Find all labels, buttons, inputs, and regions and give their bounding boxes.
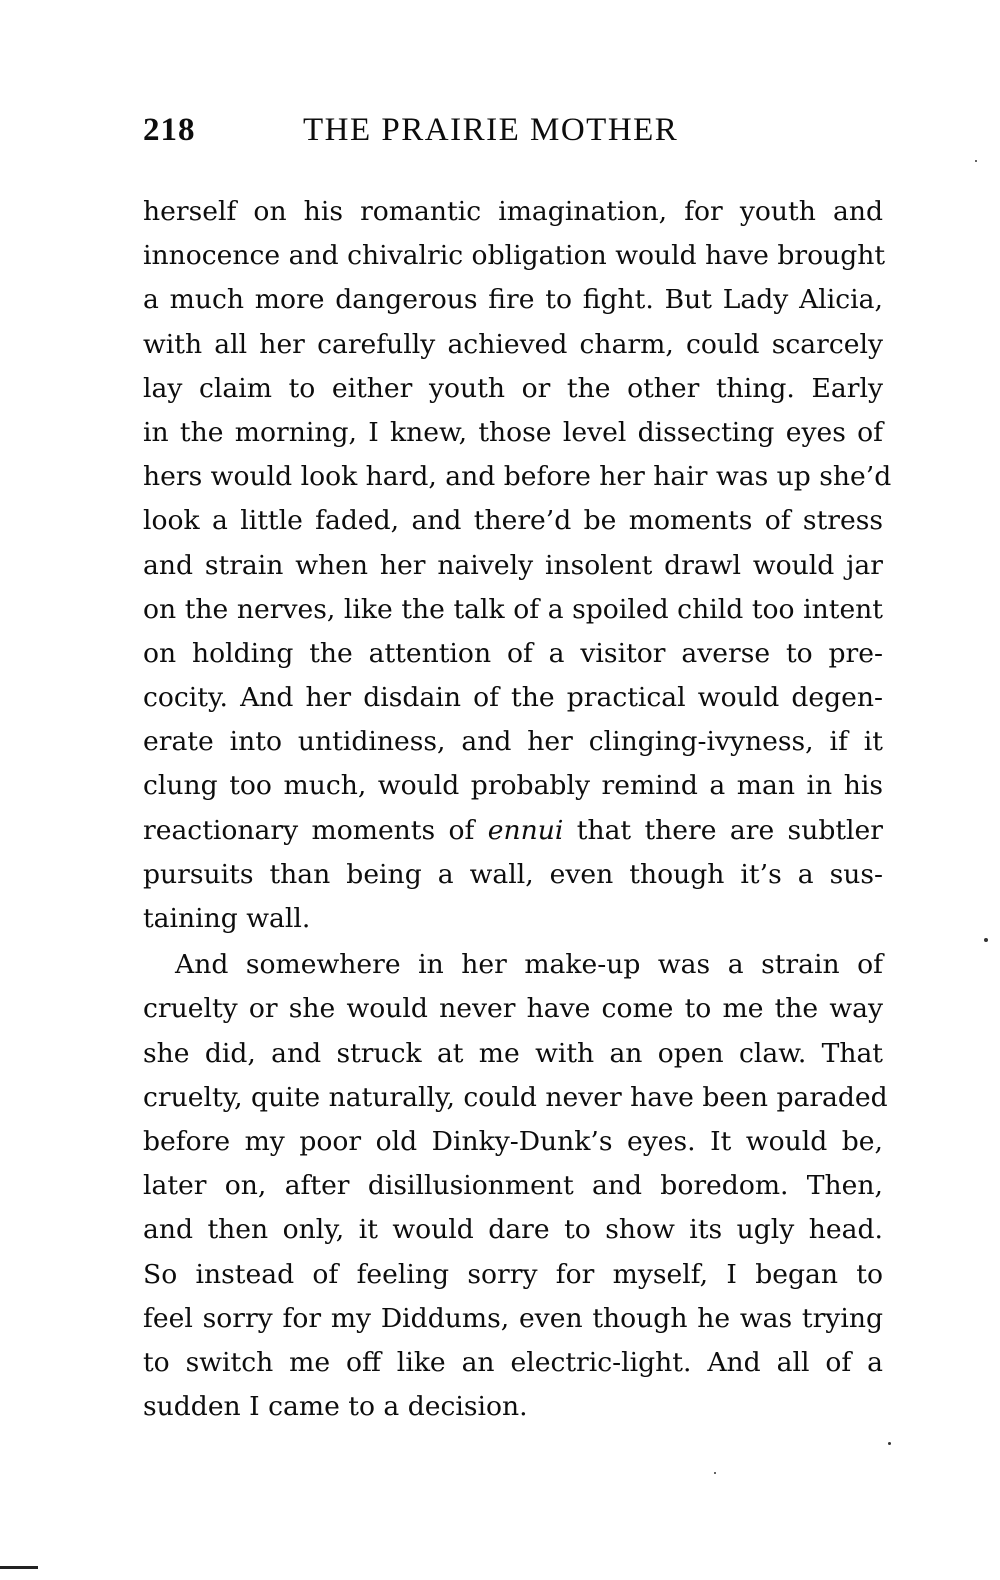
text-line: clung too much, would probably remind a man in his [143,770,883,802]
text-line: she did, and struck at me with an open claw. That [143,1037,883,1069]
text-line: erate into untidiness, and her clinging-ivyness, if it [143,726,883,758]
text-line: So instead of feeling sorry for myself, I began to [143,1258,883,1290]
running-head: THE PRAIRIE MOTHER [303,112,679,148]
text-line: on holding the attention of a visitor averse to pre- [143,637,883,669]
paragraph-1 [143,190,892,941]
text-line [143,809,883,853]
scan-speck [975,160,977,162]
text-line: taining wall. [143,903,311,934]
scan-edge-mark [0,1566,38,1569]
text-line: lay claim to either youth or the other thing. Early [143,372,883,404]
text-segment: reactionary moments of [143,814,488,846]
text-line: to switch me off like an electric-light. And all of a [143,1346,883,1378]
text-segment: that there are subtler [563,814,883,846]
text-line: and then only, it would dare to show its ugly head. [143,1214,883,1246]
text-line: innocence and chivalric obligation would have brought [143,240,886,272]
text-line: And somewhere in her make-up was a strain of [175,949,883,981]
text-line: hers would look hard, and before her hair was up she’d [143,461,892,493]
text-line: cocity. And her disdain of the practical would degen- [143,682,883,714]
text-line: pursuits than being a wall, even though it’s a sus- [143,858,883,890]
text-line: later on, after disillusionment and boredom. Then, [143,1170,883,1202]
page-number: 218 [143,112,196,148]
text-line: in the morning, I knew, those level dissecting eyes of [143,416,883,448]
text-line: a much more dangerous fire to fight. But Lady Alicia, [143,284,883,316]
text-line: cruelty or she would never have come to me the way [143,993,883,1025]
text-line: cruelty, quite naturally, could never have been paraded [143,1081,888,1113]
scan-speck [888,1442,891,1445]
text-line: with all her carefully achieved charm, could scarcely [143,328,883,360]
paragraph-2 [143,943,888,1429]
scan-speck [714,1472,716,1474]
text-line: feel sorry for my Diddums, even though he was trying [143,1302,883,1334]
scan-speck [984,938,988,942]
text-line: before my poor old Dinky-Dunk’s eyes. It would be, [143,1125,883,1157]
text-line: sudden I came to a decision. [143,1391,528,1423]
italic-word: ennui [487,814,564,846]
text-line: on the nerves, like the talk of a spoiled child too intent [143,593,883,625]
text-line: herself on his romantic imagination, for youth and [143,196,883,227]
body-text [143,190,892,1429]
text-line: and strain when her naively insolent drawl would jar [143,549,883,581]
page-header [143,112,883,158]
text-line: look a little faded, and there’d be moments of stress [143,505,883,537]
